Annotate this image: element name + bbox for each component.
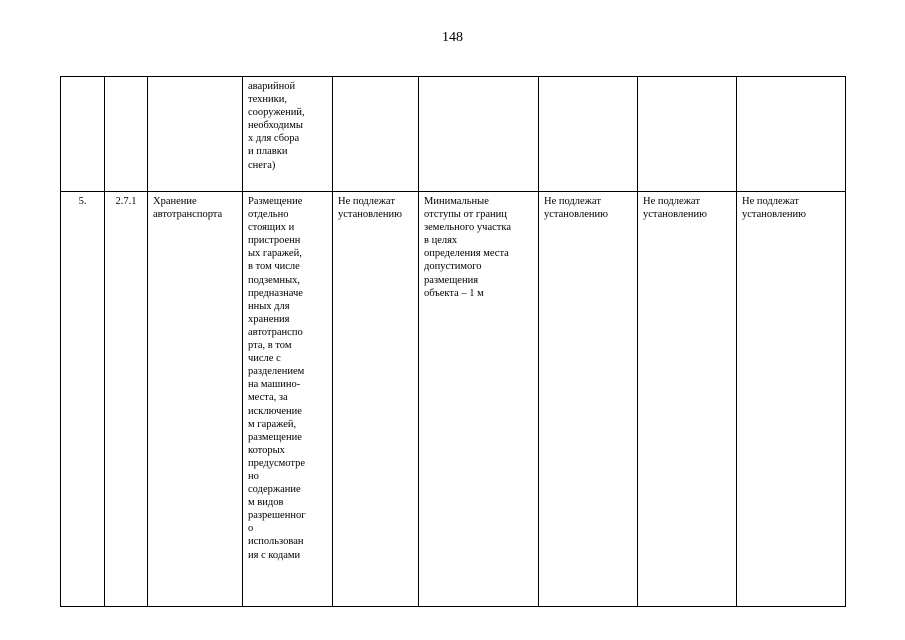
cell-text-line: автотранспорта <box>153 209 223 221</box>
cell-text-line: в том числе <box>248 261 300 273</box>
cell-text-line: и плавки <box>248 146 288 158</box>
page-number: 148 <box>442 30 463 45</box>
row-number-cell <box>61 192 105 607</box>
cell-text-line: Минимальные <box>424 196 489 207</box>
cell-text-line: автотранспо <box>248 326 303 338</box>
coverage-cell <box>638 77 737 192</box>
cell-text-line: определения места <box>424 248 509 260</box>
cell-text-line: аварийной <box>248 81 296 92</box>
cell-text-line: установлению <box>643 209 707 221</box>
cell-text-line: предусмотре <box>248 457 306 469</box>
row-number-cell <box>61 77 105 192</box>
description-cell <box>243 77 333 192</box>
table-row <box>61 192 846 607</box>
cell-text-line: нных для <box>248 300 290 312</box>
cell-text-line: Не подлежат <box>338 196 395 207</box>
cell-text-line: отступы от границ <box>424 209 507 221</box>
setback-cell <box>419 192 539 607</box>
plot-size-cell <box>333 192 419 607</box>
cell-text-line: м видов <box>248 497 284 509</box>
cell-text-line: земельного участка <box>424 222 511 234</box>
use-name-cell <box>148 192 243 607</box>
cell-text: 2.7.1 <box>115 196 137 207</box>
floors-cell <box>539 192 638 607</box>
cell-text-line: использован <box>248 536 304 548</box>
cell-text-line: установлению <box>544 209 608 221</box>
cell-text-line: разделением <box>248 366 305 378</box>
cell-text-line: предназначе <box>248 287 303 299</box>
other-params-cell <box>737 192 846 607</box>
cell-text-line: разрешенног <box>248 510 306 522</box>
cell-text-line: но <box>248 470 259 482</box>
cell-text-line: ия с кодами <box>248 549 301 561</box>
cell-text-line: установлению <box>742 209 806 221</box>
cell-text: 5. <box>78 196 87 207</box>
description-cell <box>243 192 333 607</box>
plot-size-cell <box>333 77 419 192</box>
cell-text-line: пристроенн <box>248 235 301 247</box>
cell-text-line: места, за <box>248 392 288 404</box>
cell-text-line: Хранение <box>153 196 197 207</box>
cell-text-line: объекта – 1 м <box>424 287 484 299</box>
cell-text-line: в целях <box>424 235 458 247</box>
floors-cell <box>539 77 638 192</box>
cell-text-line: подземных, <box>248 274 301 286</box>
cell-text-line: ых гаражей, <box>248 248 302 260</box>
code-cell <box>105 192 148 607</box>
cell-text-line: размещение <box>248 431 302 443</box>
cell-text-line: стоящих и <box>248 222 295 234</box>
cell-text-line: х для сбора <box>248 133 300 145</box>
cell-text-line: исключение <box>248 405 302 417</box>
setback-cell <box>419 77 539 192</box>
cell-text-line: которых <box>248 444 285 456</box>
regulations-table <box>60 76 846 607</box>
cell-text-line: необходимы <box>248 120 303 132</box>
cell-text-line: м гаражей, <box>248 418 297 430</box>
coverage-cell <box>638 192 737 607</box>
cell-text-line: техники, <box>248 94 287 106</box>
cell-text-line: содержание <box>248 484 301 496</box>
cell-text-line: допустимого <box>424 261 482 273</box>
cell-text-line: Не подлежат <box>544 196 601 207</box>
cell-text-line: снега) <box>248 159 276 171</box>
cell-text-line: о <box>248 523 254 535</box>
cell-text-line: сооружений, <box>248 107 305 119</box>
cell-text-line: хранения <box>248 313 290 325</box>
use-name-cell <box>148 77 243 192</box>
table-row <box>61 77 846 192</box>
cell-text-line: Размещение <box>248 196 303 207</box>
cell-text-line: числе с <box>248 353 281 365</box>
cell-text-line: рта, в том <box>248 340 292 352</box>
cell-text-line: отдельно <box>248 209 289 221</box>
cell-text-line: Не подлежат <box>643 196 700 207</box>
cell-text-line: размещения <box>424 274 479 286</box>
cell-text-line: Не подлежат <box>742 196 799 207</box>
cell-text-line: на машино- <box>248 379 301 391</box>
other-params-cell <box>737 77 846 192</box>
code-cell <box>105 77 148 192</box>
cell-text-line: установлению <box>338 209 402 221</box>
